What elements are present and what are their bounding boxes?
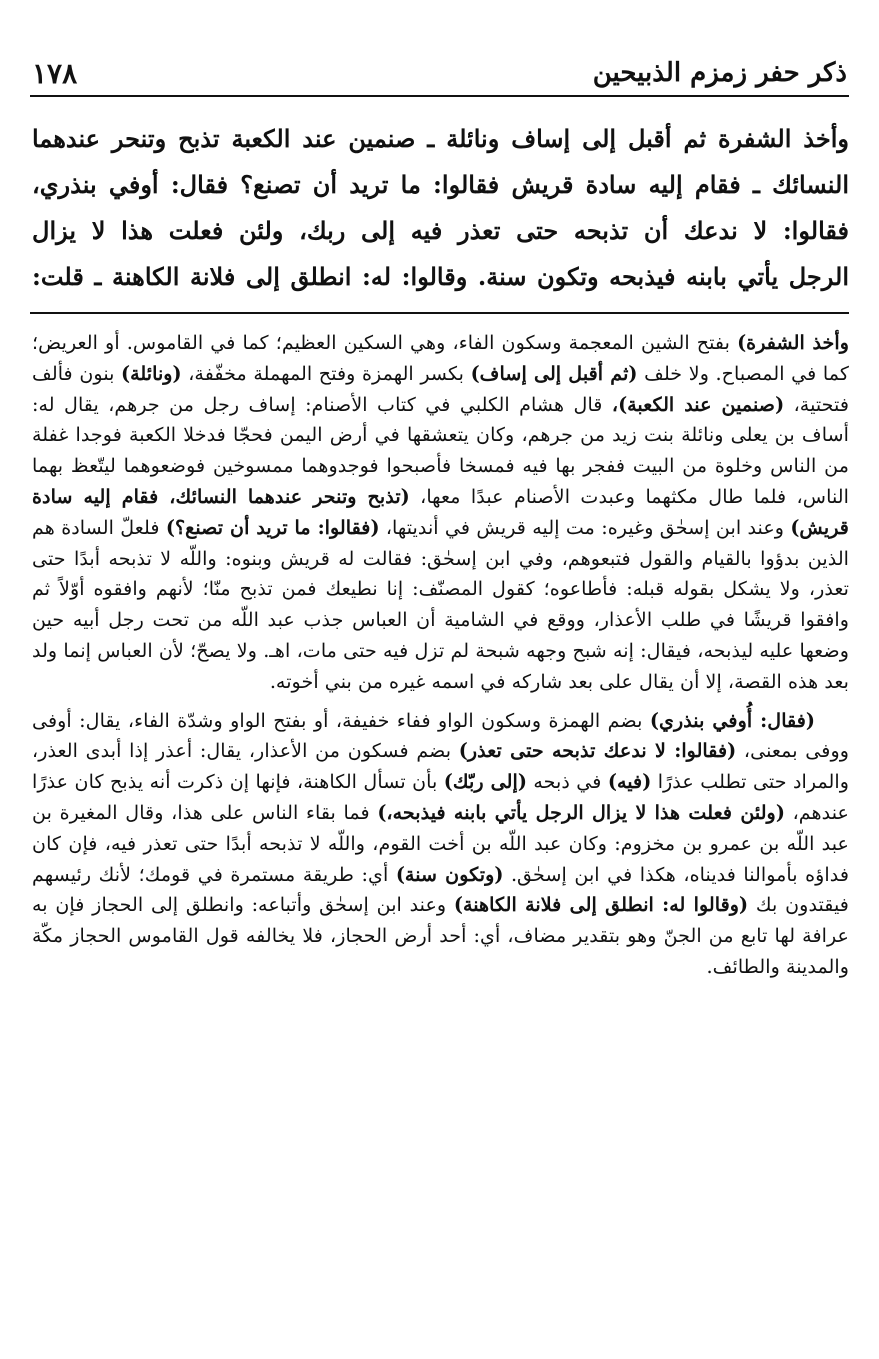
commentary-text: وعند ابن إسحٰق وغيره: مت إليه قريش في أنديتها، [379, 515, 791, 539]
commentary-text: أي: طريقة مستمرة في قومك؛ لأنك رئيسهم فيقتدون بك [32, 862, 849, 917]
commentary-text: قال هشام الكلبي في كتاب الأصنام: إساف رجل من جرهم، يقال له: أساف بن يعلى ونائلة بنت زيد من جرهم، وكان يتعشقها في أرض اليمن فحجّا فدخلا الكعبة فوجدا غفلة من الناس وخلوة من البيت ففجر بها فيه فمسخا فأصبحوا فوجدوهما ممسوخين فوضعوهما ليتّعظ بهما الناس، فلما طال مكثهما وعبدت الأصنام عبدًا معها، [32, 392, 849, 508]
commentary-text: بضم فسكون من الأعذار، يقال: أعذر إذا أبدى العذر، والمراد حتى تطلب عذرًا [32, 739, 849, 794]
commentary-text: بأن تسأل الكاهنة، فإنها إن ذكرت أنه يذبح كان عذرًا عندهم، [32, 770, 849, 824]
commentary-quote: (ثم أقبل إلى إساف) [470, 361, 638, 385]
commentary-text: بفتح الشين المعجمة وسكون الفاء، وهي السكين العظيم؛ كما في القاموس. أو العريض؛ كما في المصباح. ولا خلف [32, 331, 849, 385]
commentary [32, 328, 849, 991]
commentary-text: بضم الهمزة وسكون الواو ففاء خفيفة، أو بفتح الواو وشدّة الفاء، يقال: أوفى ووفى بمعنى، [32, 708, 849, 763]
commentary-text: وعند ابن إسحٰق وأتباعه: وانطلق إلى الحجاز فإن به عرافة لها تابع من الجنّ وهو بتقدير مضاف، أي: أحد أرض الحجاز، فلا يخالفه قول القاموس الحجاز مكّة والمدينة والطائف. [32, 893, 849, 978]
commentary-text: فلعلّ السادة هم الذين بدؤوا بالقيام والقول فتبعوهم، وفي ابن إسحٰق: فقالت له قريش وبنوه: واللّه لا تذبحه أبدًا حتى تعذر، ولا يشكل بقوله قبله: فأطاعوه؛ كقول المصنّف: إنا نطيعك فمن تذبح منّا؛ لأنهم وافقوه أوّلاً ثم وافقوا قريشًا في طلب الأعذار، ووقع في الشامية أن العباس جذب عبد اللّه من تحت رجل أبيه حين وضعها عليه ليذبحه، فيقال: إنه شبح وجهه شبحة لم تزل فيه حتى مات، اهـ. ولا يصحّ؛ لأن العباس إنما ولد بعد هذه القصة، إلا أن يقال على بعد شاركه في اسمه غيره من بني أخوته. [32, 515, 849, 693]
commentary-quote: (صنمين عند الكعبة)، [611, 392, 785, 416]
commentary-quote: (إلى ربّك) [443, 770, 527, 794]
commentary-text: بنون فألف فتحتية، [32, 361, 849, 416]
commentary-quote: (فيه) [607, 770, 652, 794]
commentary-quote: (وتكون سنة) [395, 862, 504, 886]
main-text-line: وأخذ الشفرة ثم أقبل إلى إساف ونائلة ـ صنمين عند الكعبة تذبح وتنحر عندهما [32, 124, 849, 153]
commentary-paragraph-2 [32, 706, 849, 983]
commentary-quote: (وقالوا له: انطلق إلى فلانة الكاهنة) [453, 893, 749, 917]
main-text-line: فقالوا: لا ندعك أن تذبحه حتى تعذر فيه إلى ربك، ولئن فعلت هذا لا يزال [32, 216, 849, 245]
commentary-paragraph-1 [32, 328, 849, 698]
commentary-quote: وأخذ الشفرة) [737, 331, 849, 354]
main-text-line: النسائك ـ فقام إليه سادة قريش فقالوا: ما تريد أن تصنع؟ فقال: أوفي بنذري، [32, 170, 849, 199]
main-text [32, 116, 849, 300]
commentary-quote: (فقال: أُوفي بنذري) [649, 708, 816, 732]
commentary-quote: (تذبح وتنحر عندهما النسائك، فقام إليه سادة قريش) [32, 484, 849, 539]
header-divider [30, 95, 849, 97]
commentary-quote: (ولئن فعلت هذا لا يزال الرجل يأتي بابنه فيذبحه،) [377, 800, 785, 824]
page-number: ١٧٨ [32, 56, 78, 90]
commentary-text: فما بقاء الناس على هذا، وقال المغيرة بن عبد اللّه بن عمرو بن مخزوم: وكان عبد اللّه بن أخت القوم، واللّه لا تذبحه أبدًا حتى تعذر فيه، فإن كان فداؤه بأموالنا فديناه، هكذا في ابن إسحٰق. [32, 800, 849, 886]
commentary-quote: (فقالوا: لا ندعك تذبحه حتى تعذر) [458, 739, 737, 763]
chapter-title: ذكر حفر زمزم الذبيحين [592, 58, 847, 88]
main-text-line: الرجل يأتي بابنه فيذبحه وتكون سنة. وقالوا: له: انطلق إلى فلانة الكاهنة ـ قلت: [32, 262, 849, 291]
commentary-quote: (ونائلة) [121, 361, 182, 385]
commentary-text: في ذبحه [526, 770, 608, 794]
section-divider [30, 312, 849, 314]
page-header [32, 52, 847, 94]
commentary-text: بكسر الهمزة وفتح المهملة مخفّفة، [181, 361, 471, 385]
commentary-quote: (فقالوا: ما تريد أن تصنع؟) [165, 515, 380, 539]
